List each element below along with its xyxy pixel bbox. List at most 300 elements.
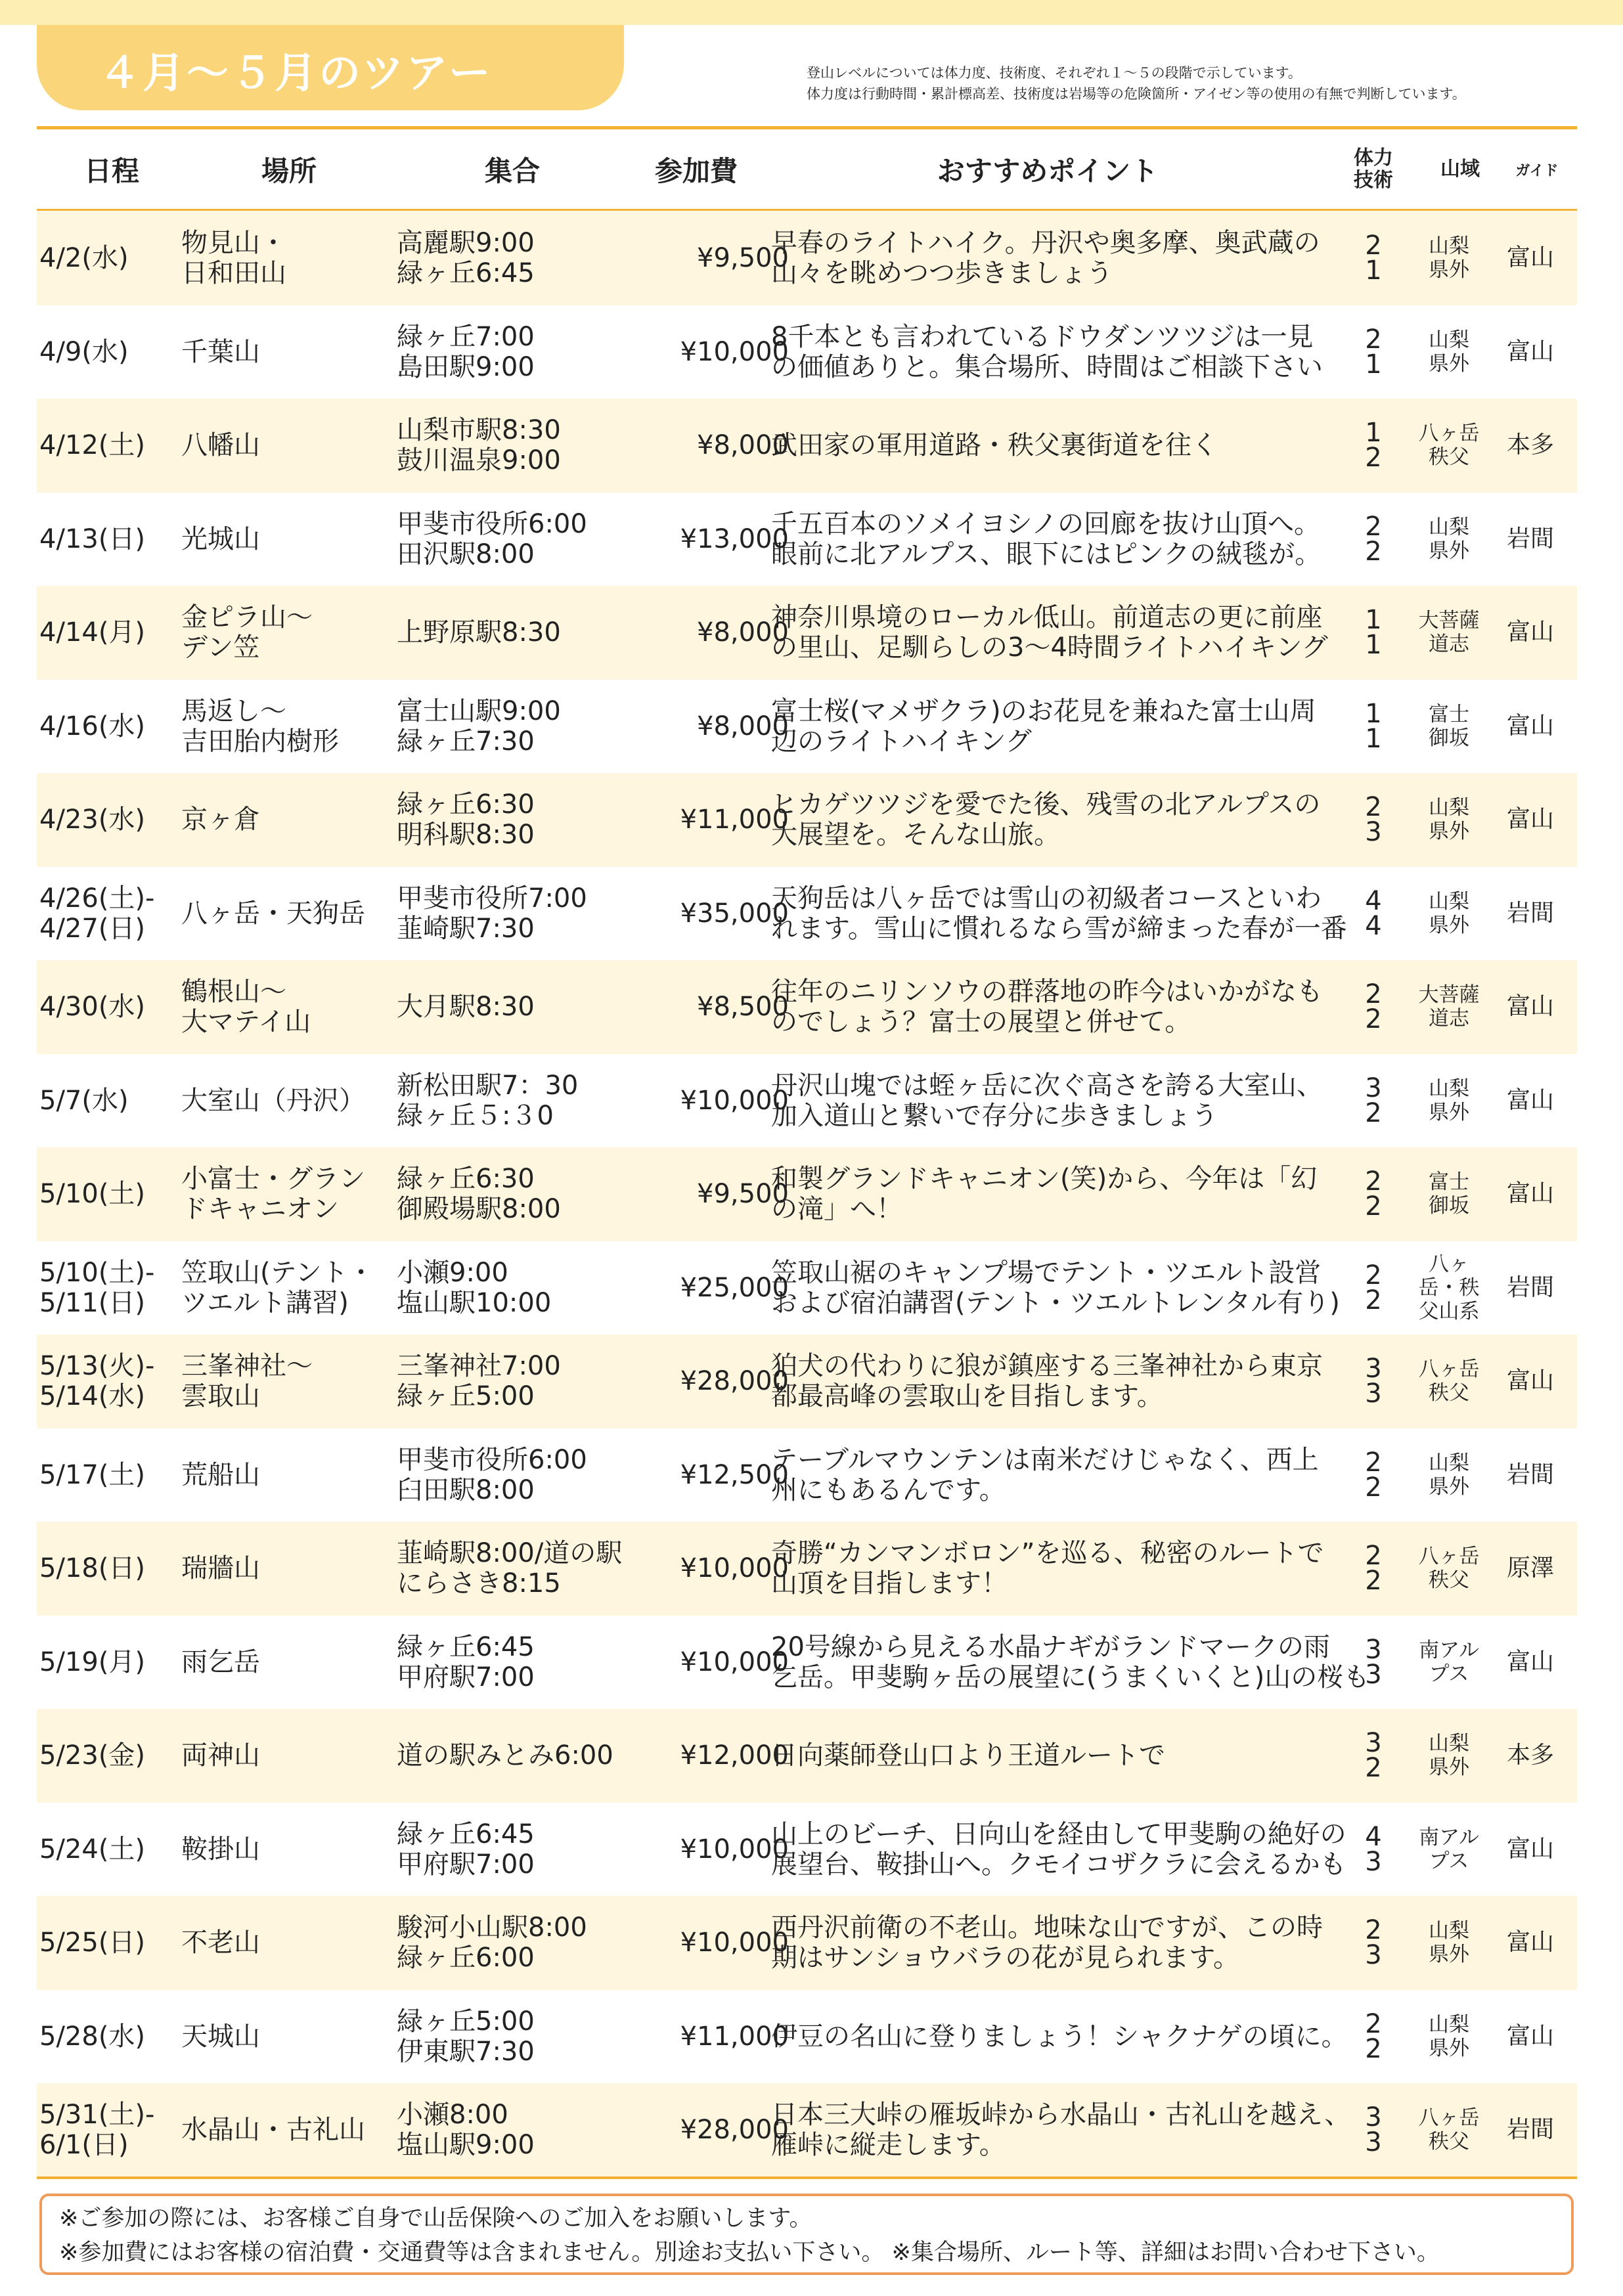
tour-meeting-line: 緑ヶ丘6:30 [397,789,535,820]
tour-meeting-line: 甲斐市役所6:00 [397,1444,587,1475]
tour-area-line: 富士 [1429,702,1469,726]
tour-area [1410,1522,1488,1616]
tour-area [1410,867,1488,961]
footer-line-2: ※参加費にはお客様の宿泊費・交通費等は含まれません。別途お支払い下さい。 ※集合場所、ルート等、詳細はお問い合わせ下さい。 [59,2240,1440,2266]
tour-point-line: 日本三大峠の雁坂峠から水晶山・古礼山を越え、 [771,2100,1351,2130]
tour-point-line: 笠取山裾のキャンプ場でテント・ツエルト設営 [771,1257,1322,1288]
tour-area-line: 八ヶ岳 [1418,422,1480,446]
tour-level-line: 2 [1365,231,1382,261]
tour-point-line: 加入道山と繋いで存分に歩きましょう [771,1100,1218,1131]
tour-place-line: 八ヶ岳・天狗岳 [181,898,365,929]
tour-level-line: 4 [1365,910,1382,941]
tour-place-line: 日和田山 [181,258,286,289]
tour-place [181,867,418,961]
tour-point-line: 日向薬師登山口より王道ルートで [771,1740,1165,1771]
tour-area [1410,1803,1488,1897]
tour-date [39,680,204,774]
tour-meeting-line: 小瀬8:00 [397,2100,508,2130]
tour-point-line: および宿泊講習(テント・ツエルトレンタル有り) [771,1287,1340,1318]
page-title: ４月～５月のツアー [99,49,493,98]
tour-point [771,1990,1382,2084]
tour-meeting-line: 道の駅みとみ6:00 [397,1740,613,1771]
tour-point-line: 州にもあるんです。 [771,1474,1006,1505]
tour-fee: ¥28,000 [680,1366,789,1397]
tour-area [1410,493,1488,586]
tour-area-line: 岳・秩 [1418,1275,1480,1300]
tour-area-line: 秩父 [1429,1568,1469,1593]
table-row [37,1428,1577,1522]
tour-point [771,1428,1382,1522]
tour-area-line: 県外 [1429,258,1469,282]
tour-point [771,1335,1382,1428]
tour-place-line: 両神山 [181,1740,260,1771]
tour-fee: ¥10,000 [680,1553,789,1584]
tour-level-line: 1 [1365,630,1382,661]
tour-level [1350,305,1396,399]
tour-fee: ¥10,000 [680,1646,789,1677]
tour-guide: 岩間 [1506,899,1554,927]
tour-date [39,1896,204,1990]
tour-date [39,586,204,680]
tour-date-line: 4/14(月) [39,617,146,648]
tour-place-line: 荒船山 [181,1459,260,1490]
tour-area-line: 御坂 [1429,726,1469,750]
tour-guide: 富山 [1506,1180,1554,1208]
tour-guide: 富山 [1506,993,1554,1021]
tour-point-line: 狛犬の代わりに狼が鎮座する三峯神社から東京 [771,1351,1323,1382]
tour-fee: ¥25,000 [680,1272,789,1303]
tour-date-line: 4/9(水) [39,336,129,367]
tour-point-line: の価値ありと。集合場所、時間はご相談下さい [771,351,1323,382]
tour-area [1410,1054,1488,1148]
table-row [37,586,1577,680]
tour-date-line: 4/30(水) [39,992,146,1023]
tour-guide: 富山 [1506,1648,1554,1675]
tour-point [771,399,1382,493]
tour-level-line: 3 [1365,1940,1382,1971]
tour-point [771,586,1382,680]
tour-point-line: 20号線から見える水晶ナギがランドマークの雨 [771,1631,1330,1662]
tour-level-line: 2 [1365,1166,1382,1197]
tour-date [39,399,204,493]
tour-area-line: 山梨 [1429,1451,1469,1475]
tour-guide: 岩間 [1506,1273,1554,1301]
tour-place-line: 瑞牆山 [181,1553,260,1584]
tour-meeting-line: 大月駅8:30 [397,992,535,1023]
tour-area-line: 県外 [1429,539,1469,563]
table-row [37,867,1577,961]
tour-area-line: プス [1429,1662,1469,1686]
tour-point-line: 西丹沢前衛の不老山。地味な山ですが、この時 [771,1912,1323,1943]
tour-level-line: 3 [1365,2102,1382,2133]
tour-area-line: 山梨 [1429,1919,1469,1943]
tour-point-line: 展望台、鞍掛山へ。クモイコザクラに会えるかも [771,1849,1346,1880]
tour-meeting-line: 明科駅8:30 [397,820,535,850]
tour-meeting-line: にらさき8:15 [397,1568,561,1599]
tour-place-line: デン笠 [181,632,260,663]
tour-place [181,211,418,305]
tour-fee: ¥10,000 [680,1834,789,1865]
tour-area-line: 御坂 [1429,1194,1469,1218]
tour-place [181,493,418,586]
tour-meeting-line: 島田駅9:00 [397,351,535,382]
tour-level-line: 2 [1365,2033,1382,2064]
tour-date [39,1054,204,1148]
tour-area [1410,773,1488,867]
tour-meeting-line: 韮崎駅7:30 [397,913,535,944]
tour-level [1350,1054,1396,1148]
tour-place [181,1335,418,1428]
table-row [37,773,1577,867]
tour-level-line: 1 [1365,605,1382,636]
tour-area-line: 八ヶ岳 [1418,1545,1480,1569]
tour-guide: 富山 [1506,1835,1554,1863]
tour-area-line: 秩父 [1429,445,1469,470]
tour-area [1410,1896,1488,1990]
tour-guide: 富山 [1506,2022,1554,2050]
tour-point-line: 辺のライトハイキング [771,726,1032,757]
tour-point-line: 天狗岳は八ヶ岳では雪山の初級者コースといわ [771,883,1322,914]
tour-place-line: 天城山 [181,2021,260,2052]
tour-fee: ¥11,000 [680,2021,789,2052]
tour-fee: ¥11,000 [680,805,789,835]
tour-area-line: 山梨 [1429,1732,1469,1756]
tour-place-line: ドキャニオン [181,1194,339,1225]
tour-area-line: 山梨 [1429,328,1469,352]
tour-point-line: 武田家の軍用道路・秩父裏街道を往く [771,430,1218,461]
tour-level-line: 1 [1365,418,1382,449]
tour-level-line: 2 [1365,1753,1382,1784]
tour-date [39,493,204,586]
tour-area [1410,960,1488,1054]
tour-point-line: ヒカゲツツジを愛でた後、残雪の北アルプスの [771,789,1321,820]
tour-area-line: 山梨 [1429,889,1469,914]
tour-area [1410,399,1488,493]
tour-place-line: 馬返し～ [181,695,286,726]
tour-place-line: ツエルト講習) [181,1287,349,1318]
tour-area [1410,1428,1488,1522]
tour-point [771,493,1382,586]
tour-date [39,2083,204,2177]
tour-meeting-line: 三峯神社7:00 [397,1351,561,1382]
tour-date-line: 5/10(土) [39,1179,146,1210]
tour-fee: ¥12,000 [680,1740,789,1771]
table-row [37,1241,1577,1335]
tour-place [181,1147,418,1241]
tour-point [771,680,1382,774]
tour-point-line: 乞岳。甲斐駒ヶ岳の展望に(うまくいくと)山の桜も [771,1662,1370,1692]
tour-level-line: 2 [1365,1260,1382,1291]
tour-area-line: 県外 [1429,1755,1469,1780]
tour-fee: ¥8,000 [697,617,789,648]
tour-point [771,1054,1382,1148]
tour-date-line: 4/13(日) [39,523,146,554]
tour-place-line: 大マテイ山 [181,1007,311,1038]
tour-level-line: 2 [1365,536,1382,567]
tour-date-line: 5/10(土)- [39,1257,155,1288]
tour-date [39,867,204,961]
tour-point [771,773,1382,867]
tour-meeting-line: 小瀬9:00 [397,1257,508,1288]
tour-guide: 岩間 [1506,525,1554,552]
tour-level [1350,1335,1396,1428]
tour-guide: 富山 [1506,244,1554,272]
header-level-bottom: 技術 [1354,169,1393,192]
tour-level [1350,586,1396,680]
tour-level-line: 2 [1365,511,1382,542]
tour-place [181,1616,418,1710]
tour-level-line: 2 [1365,1447,1382,1478]
tour-place-line: 鞍掛山 [181,1834,260,1865]
tour-place-line: 鶴根山～ [181,977,286,1007]
tour-meeting-line: 新松田駅7：30 [397,1070,579,1101]
tour-level-line: 3 [1365,1354,1382,1384]
tour-area-line: 県外 [1429,351,1469,376]
tour-area-line: 秩父 [1429,2130,1469,2154]
tour-guide: 富山 [1506,338,1554,365]
level-note-2: 体力度は行動時間・累計標高差、技術度は岩場等の危険箇所・アイゼン等の使用の有無で判断しています。 [807,86,1466,102]
tour-level-line: 3 [1365,1846,1382,1877]
table-row [37,1616,1577,1710]
tour-date-line: 6/1(日) [39,2130,129,2161]
tour-date [39,1522,204,1616]
tour-place-line: 吉田胎内樹形 [181,726,339,757]
tour-guide: 富山 [1506,1086,1554,1114]
tour-date-line: 4/26(土)- [39,883,155,914]
tour-place [181,1428,418,1522]
tour-date [39,305,204,399]
tour-level [1350,1522,1396,1616]
tour-place [181,1709,418,1803]
header-point: おすすめポイント [937,155,1159,187]
tour-place-line: 物見山・ [181,228,286,259]
tour-fee: ¥8,000 [697,430,789,461]
tour-level [1350,960,1396,1054]
tour-point-line: 8千本とも言われているドウダンツツジは一見 [771,321,1314,352]
tour-meeting-line: 富士山駅9:00 [397,695,561,726]
tour-guide: 富山 [1506,712,1554,740]
tour-level [1350,680,1396,774]
tour-fee: ¥10,000 [680,1085,789,1116]
tour-place [181,1990,418,2084]
tour-point [771,1709,1382,1803]
table-row [37,1335,1577,1428]
table-bottom-rule [37,2176,1577,2179]
table-row [37,211,1577,305]
tour-date-line: 4/12(土) [39,430,146,461]
tour-meeting-line: 御殿場駅8:00 [397,1194,561,1225]
footer-notice [39,2194,1574,2275]
tour-meeting-line: 緑ヶ丘6:30 [397,1164,535,1195]
tour-date-line: 5/28(水) [39,2021,146,2052]
tour-date [39,960,204,1054]
header-place: 場所 [261,155,317,187]
tour-meeting-line: 伊東駅7:30 [397,2036,535,2067]
tour-point [771,2083,1382,2177]
tour-date [39,1428,204,1522]
tour-area-line: 山梨 [1429,2012,1469,2037]
tour-area-line: 父山系 [1418,1299,1480,1323]
tour-table [37,211,1577,2177]
tour-level [1350,867,1396,961]
tour-fee: ¥10,000 [680,1928,789,1958]
tour-point [771,1896,1382,1990]
tour-place [181,2083,418,2177]
tour-level-line: 2 [1365,1541,1382,1572]
tour-area [1410,680,1488,774]
tour-point-line: 眼前に北アルプス、眼下にはピンクの絨毯が。 [771,539,1322,569]
tour-meeting-line: 甲府駅7:00 [397,1662,535,1692]
tour-area-line: 山梨 [1429,234,1469,259]
tour-place-line: 金ピラ山～ [181,602,313,633]
tour-point-line: 奇勝“カンマンボロン”を巡る、秘密のルートで [771,1538,1324,1569]
tour-place [181,960,418,1054]
tour-date-line: 4/23(水) [39,805,146,835]
tour-meeting-line: 田沢駅8:00 [397,539,535,569]
tour-date-line: 4/27(日) [39,913,146,944]
tour-point [771,1803,1382,1897]
tour-meeting-line: 緑ヶ丘6:45 [397,1819,535,1849]
table-top-rule [37,126,1577,129]
tour-fee: ¥28,000 [680,2115,789,2146]
tour-area-line: 県外 [1429,2036,1469,2060]
tour-level-line: 2 [1365,1915,1382,1946]
tour-point [771,1241,1382,1335]
table-row [37,960,1577,1054]
table-row [37,1803,1577,1897]
tour-level-line: 3 [1365,1072,1382,1103]
tour-date-line: 4/16(水) [39,711,146,741]
tour-date-line: 5/18(日) [39,1553,146,1584]
tour-point-line: 神奈川県境のローカル低山。前道志の更に前座 [771,602,1323,633]
tour-date-line: 5/31(土)- [39,2100,155,2130]
level-note-1: 登山レベルについては体力度、技術度、それぞれ１～５の段階で示しています。 [807,65,1302,81]
tour-point-line: 往年のニリンソウの群落地の昨今はいかがなも [771,977,1323,1007]
tour-fee: ¥13,000 [680,523,789,554]
tour-area [1410,1241,1488,1335]
tour-area-line: 富士 [1429,1170,1469,1195]
tour-place-line: 京ヶ倉 [181,805,260,835]
tour-meeting-line: 緑ヶ丘7:00 [397,321,535,352]
tour-point-line: のでしょう？富士の展望と併せて。 [771,1007,1191,1038]
tour-area-line: 八ヶ [1429,1252,1469,1276]
tour-date-line: 5/23(金) [39,1740,146,1771]
tour-point [771,1147,1382,1241]
top-band [0,0,1623,25]
tour-level-line: 3 [1365,817,1382,848]
tour-place [181,1896,418,1990]
tour-point-line: 山々を眺めつつ歩きましょう [771,258,1113,289]
tour-guide: 岩間 [1506,1461,1554,1488]
header-fee: 参加費 [654,155,738,187]
tour-area-line: 大菩薩 [1418,609,1480,633]
tour-level-line: 2 [1365,2008,1382,2039]
tour-level-line: 3 [1365,2127,1382,2158]
tour-place-line: 不老山 [181,1928,260,1958]
tour-area-line: 南アル [1419,1825,1479,1849]
tour-level [1350,773,1396,867]
tour-date-line: 5/24(土) [39,1834,146,1865]
tour-level-line: 2 [1365,1097,1382,1128]
tour-level [1350,1990,1396,2084]
tour-point-line: 大展望を。そんな山旅。 [771,820,1060,850]
tour-level-line: 2 [1365,1191,1382,1222]
tour-meeting-line: 緑ヶ丘5:00 [397,1381,535,1412]
tour-meeting-line: 駿河小山駅8:00 [397,1912,587,1943]
tour-guide: 岩間 [1506,2116,1554,2144]
tour-date [39,1803,204,1897]
tour-point-line: 丹沢山塊では蛭ヶ岳に次ぐ高さを誇る大室山、 [771,1070,1323,1101]
tour-level-line: 2 [1365,1004,1382,1035]
tour-point [771,1522,1382,1616]
tour-level-line: 2 [1365,1566,1382,1597]
tour-place-line: 大室山（丹沢） [181,1085,365,1116]
table-row [37,2083,1577,2177]
tour-date-line: 5/19(月) [39,1646,146,1677]
tour-area-line: 八ヶ岳 [1418,2106,1480,2130]
tour-point-line: 期はサンショウバラの花が見られます。 [771,1943,1239,1974]
tour-date-line: 5/17(土) [39,1459,146,1490]
tour-level-line: 2 [1365,324,1382,355]
table-row [37,1896,1577,1990]
tour-point-line: の里山、足馴らしの3～4時間ライトハイキング [771,632,1328,663]
tour-area [1410,1616,1488,1710]
tour-area-line: 県外 [1429,820,1469,844]
tour-point [771,1616,1382,1710]
tour-place [181,680,418,774]
tour-point-line: の滝」へ！ [771,1194,902,1225]
header-level [1344,131,1403,208]
tour-level-line: 1 [1365,698,1382,729]
tour-level [1350,1616,1396,1710]
tour-area-line: 秩父 [1429,1381,1469,1405]
tour-point-line: れます。雪山に慣れるなら雪が締まった春が一番 [771,913,1347,944]
tour-place-line: 水晶山・古礼山 [181,2115,365,2146]
tour-fee: ¥12,500 [680,1459,789,1490]
tour-meeting-line: 韮崎駅8:00/道の駅 [397,1538,623,1569]
tour-meeting-line: 甲斐市役所7:00 [397,883,587,914]
tour-date-line: 5/25(日) [39,1928,146,1958]
tour-meeting-line: 緑ヶ丘5:00 [397,2006,535,2037]
tour-date-line: 5/14(水) [39,1381,146,1412]
tour-place-line: 笠取山(テント・ [181,1257,374,1288]
tour-point-line: テーブルマウンテンは南米だけじゃなく、西上 [771,1444,1319,1475]
tour-fee: ¥35,000 [680,898,789,929]
tour-level [1350,493,1396,586]
tour-date [39,1709,204,1803]
table-row [37,305,1577,399]
tour-area [1410,305,1488,399]
tour-place [181,773,418,867]
tour-meeting-line: 塩山駅9:00 [397,2130,535,2161]
tour-meeting-line: 緑ヶ丘6:00 [397,1943,535,1974]
tour-area-line: 山梨 [1429,515,1469,539]
tour-area [1410,1990,1488,2084]
tour-level [1350,1147,1396,1241]
tour-level-line: 4 [1365,885,1382,916]
tour-area-line: 道志 [1429,632,1469,657]
tour-meeting-line: 緑ヶ丘6:45 [397,1631,535,1662]
tour-point-line: 都最高峰の雲取山を目指します。 [771,1381,1163,1412]
tour-place [181,399,418,493]
tour-meeting-line: 高麗駅9:00 [397,228,535,259]
tour-place-line: 光城山 [181,523,260,554]
table-row [37,493,1577,586]
tour-level [1350,399,1396,493]
tour-point-line: 山頂を目指します！ [771,1568,1008,1599]
tour-fee: ¥8,500 [697,992,789,1023]
tour-level-line: 3 [1365,1728,1382,1759]
